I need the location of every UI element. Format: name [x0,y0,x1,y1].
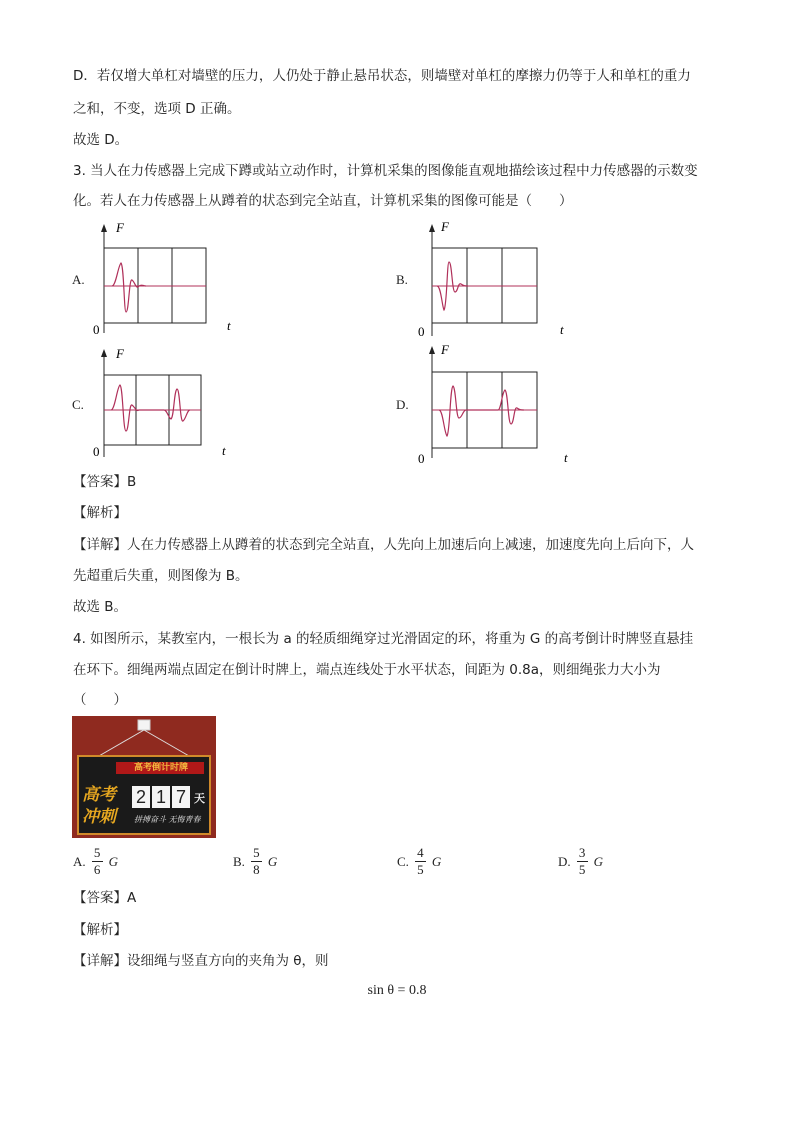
answer-3: 【答案】B [73,474,137,490]
origin-label: 0 [418,324,425,338]
symbol-g: G [108,853,119,869]
option-b[interactable] [233,846,277,877]
axis-f-label: F [116,346,124,361]
board-banner: 高考倒计时牌 [133,763,188,773]
axis-t-label: t [227,318,231,333]
countdown-board-photo [72,716,216,838]
graph-option-d [394,340,594,465]
countdown-digit: 2 [132,786,150,808]
text-line: D．若仅增大单杠对墙壁的压力，人仍处于静止悬吊状态，则墙壁对单杠的摩擦力仍等于人和单杠的重力 [73,68,691,84]
explanation-4: 【详解】设细绳与竖直方向的夹角为 θ，则 [73,953,329,969]
fraction: $\frac{5}{8}$ [251,846,262,877]
graph-option-c [66,345,266,465]
origin-label: 0 [93,444,100,459]
board-big-text: 高考 [82,785,116,805]
countdown-digit: 7 [172,786,190,808]
axis-t-label: t [222,443,226,458]
axis-f-label: F [441,219,449,234]
origin-label: 0 [93,322,100,337]
option-label: B. [233,853,245,869]
answer-4: 【答案】A [73,890,137,906]
option-c[interactable] [397,846,441,877]
fraction: $\frac{5}{6}$ [92,846,103,877]
analysis-4-heading: 【解析】 [73,922,127,938]
option-label: A. [73,853,86,869]
question-3-stem: 化。若人在力传感器上从蹲着的状态到完全站直，计算机采集的图像可能是（ ） [73,193,573,209]
option-label: D. [558,853,571,869]
explanation-3: 【详解】人在力传感器上从蹲着的状态到完全站直，人先向上加速后向上减速，加速度先向上后向下，人 [73,537,694,553]
origin-label: 0 [418,451,425,465]
explanation-3: 先超重后失重，则图像为 B。 [73,568,249,584]
option-a[interactable] [73,846,118,877]
fraction: $\frac{4}{5}$ [415,846,426,877]
countdown-digit: 1 [152,786,170,808]
graph-label-c: C. [72,397,84,412]
question-4-stem: 在环下。细绳两端点固定在倒计时牌上，端点连线处于水平状态，间距为 0.8a，则细绳张力大小为 [73,662,661,678]
option-d[interactable] [558,846,603,877]
text-line: 故选 B。 [73,599,128,615]
axis-t-label: t [560,322,564,337]
axis-t-label: t [564,450,568,465]
text-line: 故选 D。 [73,132,129,148]
formula: sin θ = 0.8 [367,983,427,998]
graph-label-a: A. [72,272,85,287]
board-big-text: 冲刺 [82,807,116,827]
question-4-stem: （ ） [73,692,127,708]
graph-option-a [66,218,266,338]
text-line: 之和，不变，选项 D 正确。 [73,101,241,117]
symbol-g: G [593,853,604,869]
symbol-g: G [267,853,278,869]
option-label: C. [397,853,409,869]
axis-f-label: F [441,342,449,357]
question-4-stem: 4. 如图所示，某教室内，一根长为 a 的轻质细绳穿过光滑固定的环，将重为 G 的高考倒计时牌竖直悬挂 [73,631,694,647]
graph-label-d: D. [396,397,409,412]
symbol-g: G [431,853,442,869]
board-slogan: 拼搏奋斗 无悔青春 [134,815,201,824]
axis-f-label: F [116,220,124,235]
graph-label-b: B. [396,272,408,287]
analysis-3-heading: 【解析】 [73,505,127,521]
countdown-unit: 天 [194,792,205,805]
question-3-stem: 3. 当人在力传感器上完成下蹲或站立动作时，计算机采集的图像能直观地描绘该过程中力传感器的示数变 [73,163,698,179]
graph-option-b [394,218,594,338]
fraction: $\frac{3}{5}$ [577,846,588,877]
